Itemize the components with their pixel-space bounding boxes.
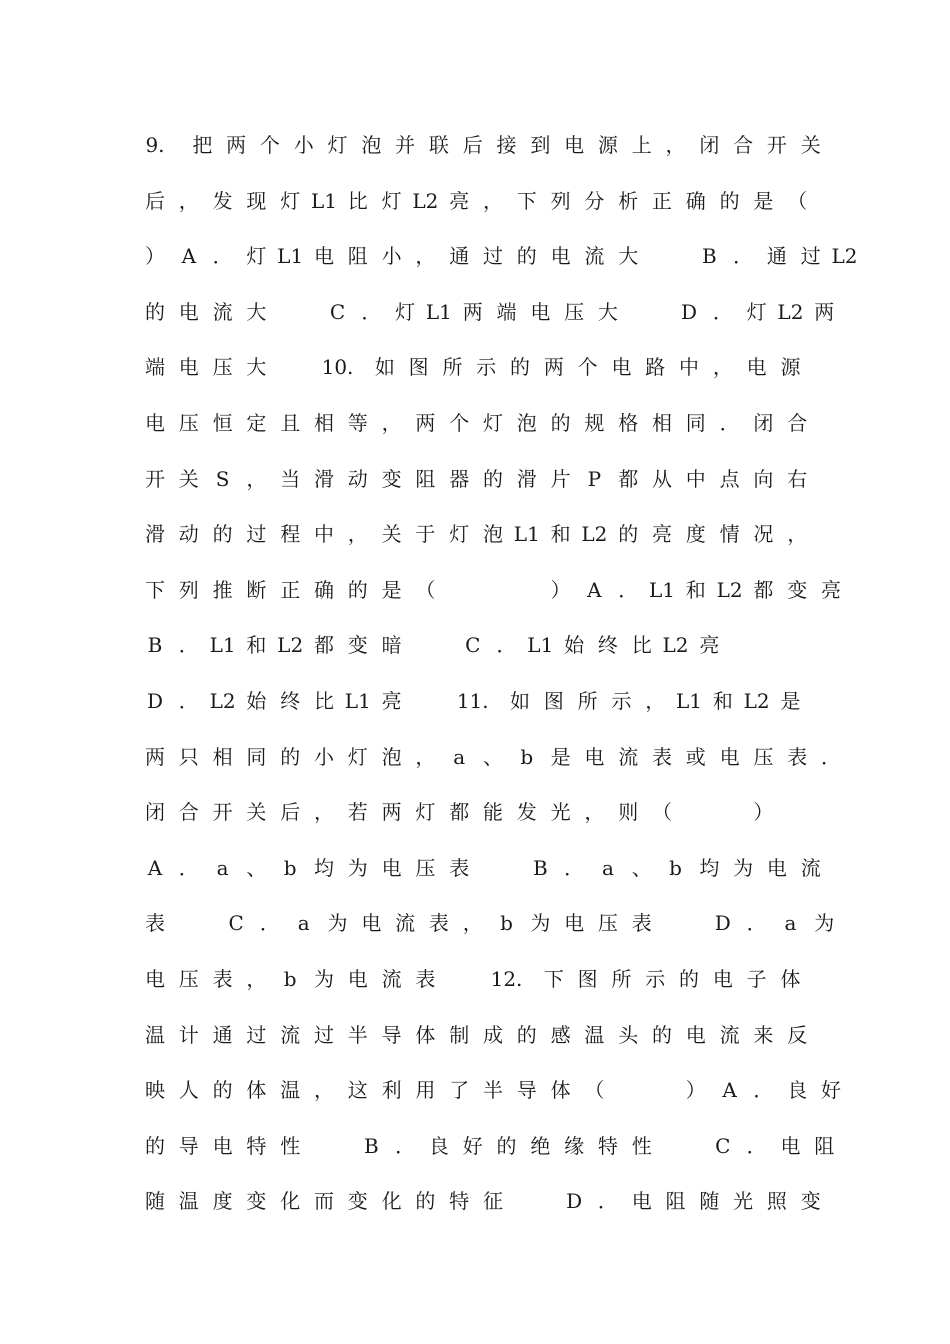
text-line: A ． a 、 b 均 为 电 压 表 B ． a 、 b 均 为 电 流: [147, 855, 821, 880]
text-line: 闭 合 开 关 后 ， 若 两 灯 都 能 发 光 ， 则 （ ）: [145, 800, 774, 825]
text-line: 映 人 的 体 温 ， 这 利 用 了 半 导 体 （ ） A ． 良 好: [145, 1078, 841, 1103]
text-line: D ． L2 始 终 比 L1 亮 11. 如 图 所 示 ， L1 和 L2 是: [146, 689, 801, 713]
text-line: 端 电 压 大 10. 如 图 所 示 的 两 个 电 路 中 ， 电 源: [145, 355, 801, 380]
text-line: 下 列 推 断 正 确 的 是 （ ） A ． L1 和 L2 都 变 亮: [145, 577, 841, 602]
text-line: 电 压 表 ， b 为 电 流 表 12. 下 图 所 示 的 电 子 体: [145, 967, 801, 991]
text-line: 随 温 度 变 化 而 变 化 的 特 征 D ． 电 阻 随 光 照 变: [145, 1189, 821, 1214]
text-line: 的 电 流 大 C ． 灯 L1 两 端 电 压 大 D ． 灯 L2 两: [145, 299, 835, 324]
text-line: B ． L1 和 L2 都 变 暗 C ． L1 始 终 比 L2 亮: [147, 633, 720, 658]
text-line: 电 压 恒 定 且 相 等 ， 两 个 灯 泡 的 规 格 相 同 ． 闭 合: [145, 411, 808, 435]
text-line: 滑 动 的 过 程 中 ， 关 于 灯 泡 L1 和 L2 的 亮 度 情 况 ，: [145, 522, 808, 547]
text-line: ） A ． 灯 L1 电 阻 小 ， 通 过 的 电 流 大 B ． 通 过 L2: [145, 244, 858, 269]
text-line: 温 计 通 过 流 过 半 导 体 制 成 的 感 温 头 的 电 流 来 反: [145, 1022, 808, 1047]
text-line: 的 导 电 特 性 B ． 良 好 的 绝 缘 特 性 C ． 电 阻: [145, 1133, 835, 1158]
text-line: 9. 把 两 个 小 灯 泡 并 联 后 接 到 电 源 上 ， 闭 合 开 关: [145, 133, 821, 157]
text-line: 两 只 相 同 的 小 灯 泡 ， a 、 b 是 电 流 表 或 电 压 表 ．: [145, 744, 841, 769]
text-line: 开 关 S ， 当 滑 动 变 阻 器 的 滑 片 P 都 从 中 点 向 右: [145, 466, 808, 491]
text-line: 表 C ． a 为 电 流 表 ， b 为 电 压 表 D ． a 为: [145, 911, 835, 936]
text-line: 后 ， 发 现 灯 L1 比 灯 L2 亮 ， 下 列 分 析 正 确 的 是 （: [145, 188, 808, 213]
